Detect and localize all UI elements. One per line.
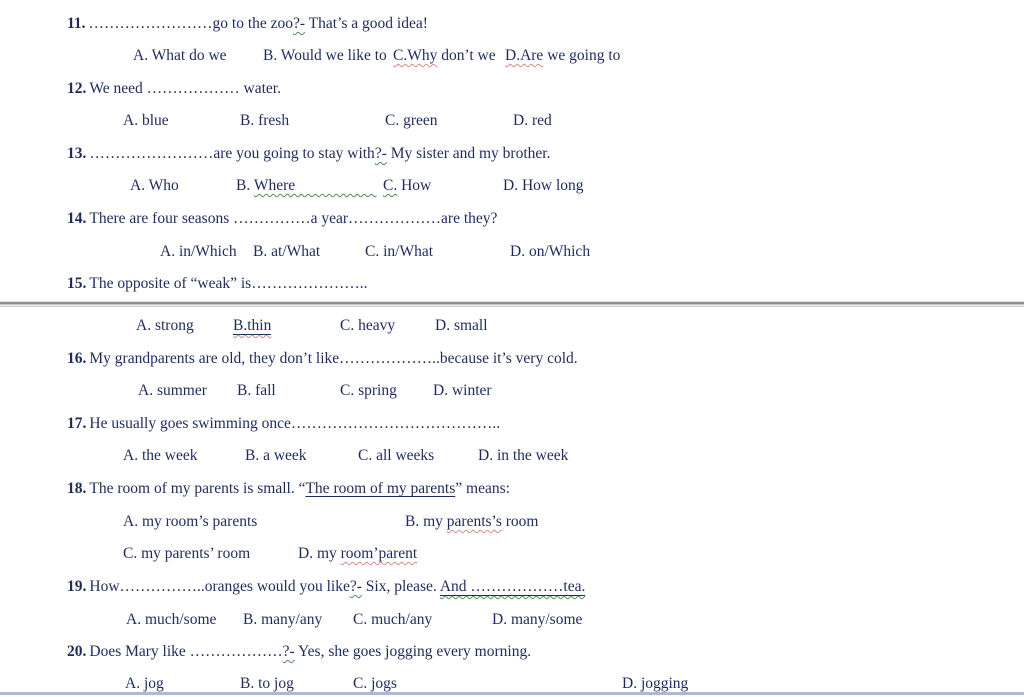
page-break-separator (0, 301, 1024, 307)
option-19-a: A. much/some (126, 611, 217, 628)
question-14-number: 14. (67, 210, 87, 227)
option-17-b: B. a week (245, 447, 307, 464)
question-17-text: He usually goes swimming once………………………………….. (89, 415, 501, 432)
option-14-b: B. at/What (253, 243, 321, 260)
question-19-number: 19. (67, 578, 87, 595)
option-19-c: C. much/any (353, 611, 433, 628)
option-19-d: D. many/some (492, 611, 583, 628)
option-13-a: A. Who (130, 177, 179, 194)
question-18-number: 18. (67, 480, 87, 497)
option-13-b: B. Where (236, 177, 377, 194)
option-13-d: D. How long (503, 177, 584, 194)
question-17 (67, 414, 500, 434)
question-20-text: Does Mary like ………………?- Yes, she goes jogging every morning. (89, 643, 532, 660)
question-15-number: 15. (67, 275, 87, 292)
option-14-a: A. in/Which (160, 243, 237, 260)
option-18-d: D. my room’parent (298, 545, 418, 562)
question-11-number: 11. (67, 15, 86, 32)
option-16-c: C. spring (340, 382, 397, 399)
question-16-number: 16. (67, 350, 87, 367)
question-14 (67, 209, 497, 229)
option-11-b: B. Would we like to (263, 47, 387, 64)
question-12 (67, 79, 281, 99)
question-13-text: ……………………are you going to stay with?- My sister and my brother. (89, 145, 551, 162)
option-14-c: C. in/What (365, 243, 434, 260)
option-15-a: A. strong (136, 317, 194, 334)
option-18-b: B. my parents’s room (405, 513, 539, 530)
option-16-b: B. fall (237, 382, 276, 399)
question-15-text: The opposite of “weak” is………………….. (89, 275, 368, 292)
option-20-d: D. jogging (622, 675, 689, 692)
option-16-a: A. summer (138, 382, 207, 399)
question-12-number: 12. (67, 80, 87, 97)
option-16-d: D. winter (433, 382, 492, 399)
option-12-d: D. red (513, 112, 552, 129)
option-17-c: C. all weeks (358, 447, 435, 464)
option-11-a: A. What do we (133, 47, 227, 64)
question-16 (67, 349, 578, 369)
option-12-c: C. green (385, 112, 438, 129)
question-20 (67, 642, 531, 662)
option-15-b: B.thin (233, 317, 272, 334)
question-20-number: 20. (67, 643, 87, 660)
question-15 (67, 274, 367, 294)
option-20-b: B. to jog (240, 675, 294, 692)
option-20-c: C. jogs (353, 675, 397, 692)
question-18-text: The room of my parents is small. “The room of my parents” means: (89, 480, 510, 497)
question-18 (67, 479, 510, 499)
bottom-rule (0, 692, 1024, 695)
option-11-c: C.Why don’t we (393, 47, 496, 64)
option-17-d: D. in the week (478, 447, 569, 464)
option-15-c: C. heavy (340, 317, 396, 334)
option-12-b: B. fresh (240, 112, 290, 129)
option-12-a: A. blue (123, 112, 169, 129)
question-17-number: 17. (67, 415, 87, 432)
question-13 (67, 144, 550, 164)
question-14-text: There are four seasons ……………a year………………are they? (89, 210, 498, 227)
question-19-text: How……………..oranges would you like?- Six, please. And ………………tea. (89, 578, 586, 595)
option-20-a: A. jog (125, 675, 164, 692)
question-13-number: 13. (67, 145, 87, 162)
question-11-text: ……………………go to the zoo?- That’s a good idea! (88, 15, 428, 32)
question-12-text: We need ……………… water. (89, 80, 281, 97)
option-15-d: D. small (435, 317, 488, 334)
option-14-d: D. on/Which (510, 243, 591, 260)
option-11-d: D.Are we going to (505, 47, 621, 64)
option-19-b: B. many/any (243, 611, 323, 628)
question-19 (67, 577, 585, 597)
question-11 (67, 14, 428, 34)
question-16-text: My grandparents are old, they don’t like………………..because it’s very cold. (89, 350, 578, 367)
option-13-c: C. How (383, 177, 432, 194)
option-18-a: A. my room’s parents (123, 513, 258, 530)
option-17-a: A. the week (123, 447, 198, 464)
option-18-c: C. my parents’ room (123, 545, 251, 562)
